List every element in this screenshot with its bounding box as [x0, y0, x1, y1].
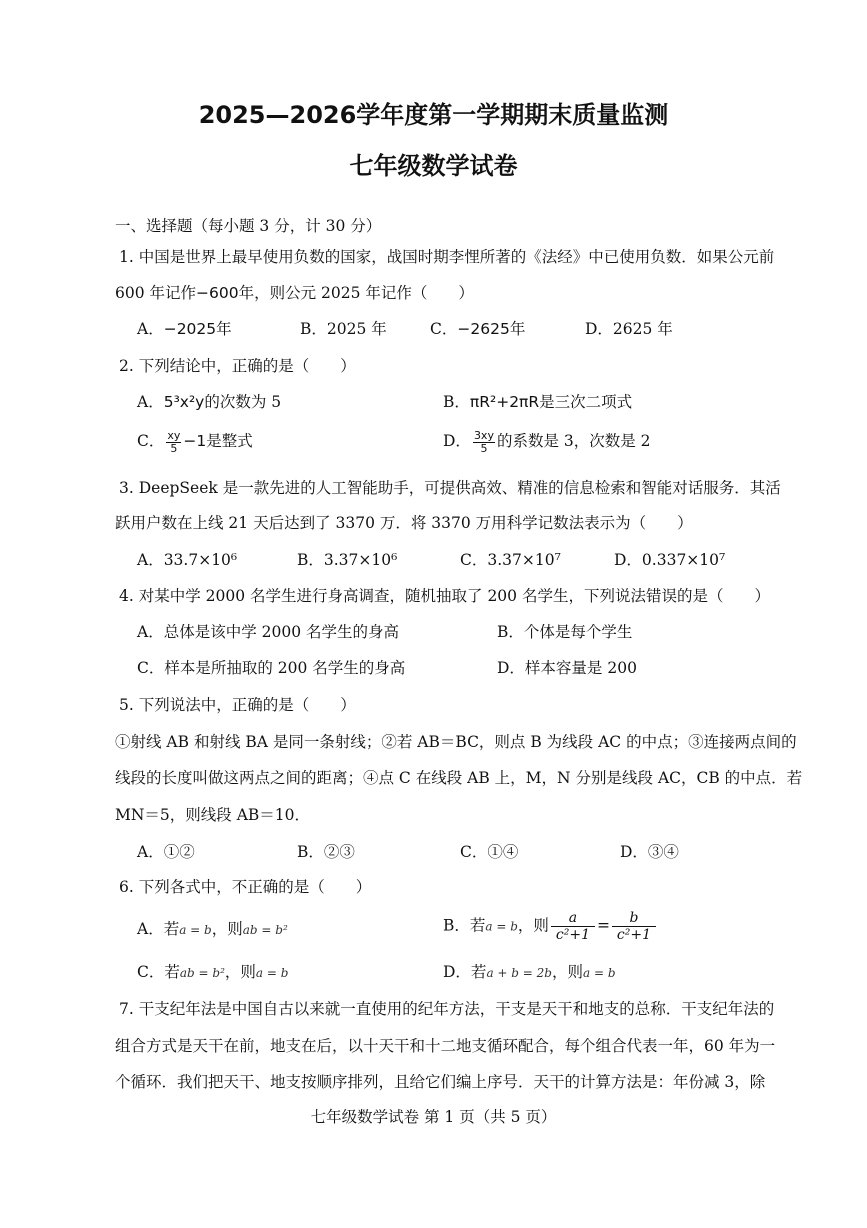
- q2-stem: 2. 下列结论中，正确的是（ ）: [119, 357, 356, 375]
- q2-option-d: D． $\frac{3xy}{5}$ 的系数是 3，次数是 2: [443, 429, 651, 455]
- q1-line1: 1. 中国是世界上最早使用负数的国家，战国时期李悝所著的《法经》中已使用负数．如果公元前: [119, 248, 775, 266]
- q4-option-d: D．样本容量是 200: [497, 659, 637, 677]
- q1-option-d: D．2625 年: [585, 320, 673, 338]
- q5-stem: 5. 下列说法中，正确的是（ ）: [119, 696, 356, 714]
- q4-option-b: B．个体是每个学生: [497, 623, 633, 641]
- q5-option-a: A．①②: [137, 843, 195, 861]
- q6-stem: 6. 下列各式中，不正确的是（ ）: [119, 878, 372, 896]
- q5-line2: 线段的长度叫做这两点之间的距离；④点 C 在线段 AB 上，M，N 分别是线段 AC，CB 的中点．若: [115, 769, 803, 787]
- q1-option-c: C．−2625年: [430, 320, 526, 338]
- exam-title: 2025—2026学年度第一学期期末质量监测: [198, 101, 669, 129]
- q6-option-c: C．若ab = b²，则a = b: [137, 963, 289, 981]
- q5-option-b: B．②③: [297, 843, 355, 861]
- q3-option-b: B．3.37×10⁶: [297, 551, 398, 569]
- q4-option-c: C．样本是所抽取的 200 名学生的身高: [137, 659, 406, 677]
- q3-line1: 3. DeepSeek 是一款先进的人工智能助手，可提供高效、精准的信息检索和智能对话服务．其活: [119, 479, 781, 497]
- q3-option-d: D．0.337×10⁷: [614, 551, 726, 569]
- q1-math: −600: [196, 284, 239, 302]
- q7-line1: 7. 干支纪年法是中国自古以来就一直使用的纪年方法，干支是天干和地支的总称．干支纪年法的: [119, 1000, 775, 1018]
- q3-option-a: A．33.7×10⁶: [137, 551, 238, 569]
- q3-option-c: C．3.37×10⁷: [460, 551, 561, 569]
- q6-option-d: D．若a + b = 2b，则a = b: [443, 963, 616, 981]
- q4-option-a: A．总体是该中学 2000 名学生的身高: [137, 623, 399, 641]
- q1-line2: 600 年记作−600年，则公元 2025 年记作（ ）: [115, 284, 474, 302]
- q2-option-a: A．5³x²y的次数为 5: [137, 393, 282, 411]
- q5-option-c: C．①④: [460, 843, 519, 861]
- section-heading: 一、选择题（每小题 3 分，计 30 分）: [115, 217, 382, 235]
- exam-subtitle: 七年级数学试卷: [349, 152, 518, 180]
- q5-option-d: D．③④: [620, 843, 679, 861]
- q7-line2: 组合方式是天干在前，地支在后，以十天干和十二地支循环配合，每个组合代表一年，60 年为一: [115, 1037, 776, 1055]
- q4-stem: 4. 对某中学 2000 名学生进行身高调查，随机抽取了 200 名学生，下列说法错误的是（ ）: [119, 587, 770, 605]
- q3-line2: 跃用户数在上线 21 天后达到了 3370 万．将 3370 万用科学记数法表示为（ ）: [115, 514, 693, 532]
- q1-option-b: B．2025 年: [300, 320, 387, 338]
- q1-option-a: A．−2025年: [137, 320, 232, 338]
- page-footer: 七年级数学试卷 第 1 页（共 5 页）: [310, 1108, 557, 1126]
- q2-option-b: B．πR²+2πR是三次二项式: [443, 393, 633, 411]
- q5-line1: ①射线 AB 和射线 BA 是同一条射线；②若 AB＝BC，则点 B 为线段 AC 的中点；③连接两点间的: [115, 733, 797, 751]
- q2-option-c: C． $\frac{xy}{5}$ −1是整式: [137, 429, 253, 455]
- q7-line3: 个循环．我们把天干、地支按顺序排列，且给它们编上序号．天干的计算方法是：年份减 3，除: [115, 1073, 766, 1091]
- q6-option-b: B．若a = b，则 $\frac{a}{\text{c²+1}}$ = $\frac{b}{\text{c²+1}}$: [443, 910, 658, 943]
- q6-option-a: A．若a = b，则ab = b²: [137, 920, 288, 938]
- q5-line3: MN＝5，则线段 AB＝10．: [115, 806, 311, 824]
